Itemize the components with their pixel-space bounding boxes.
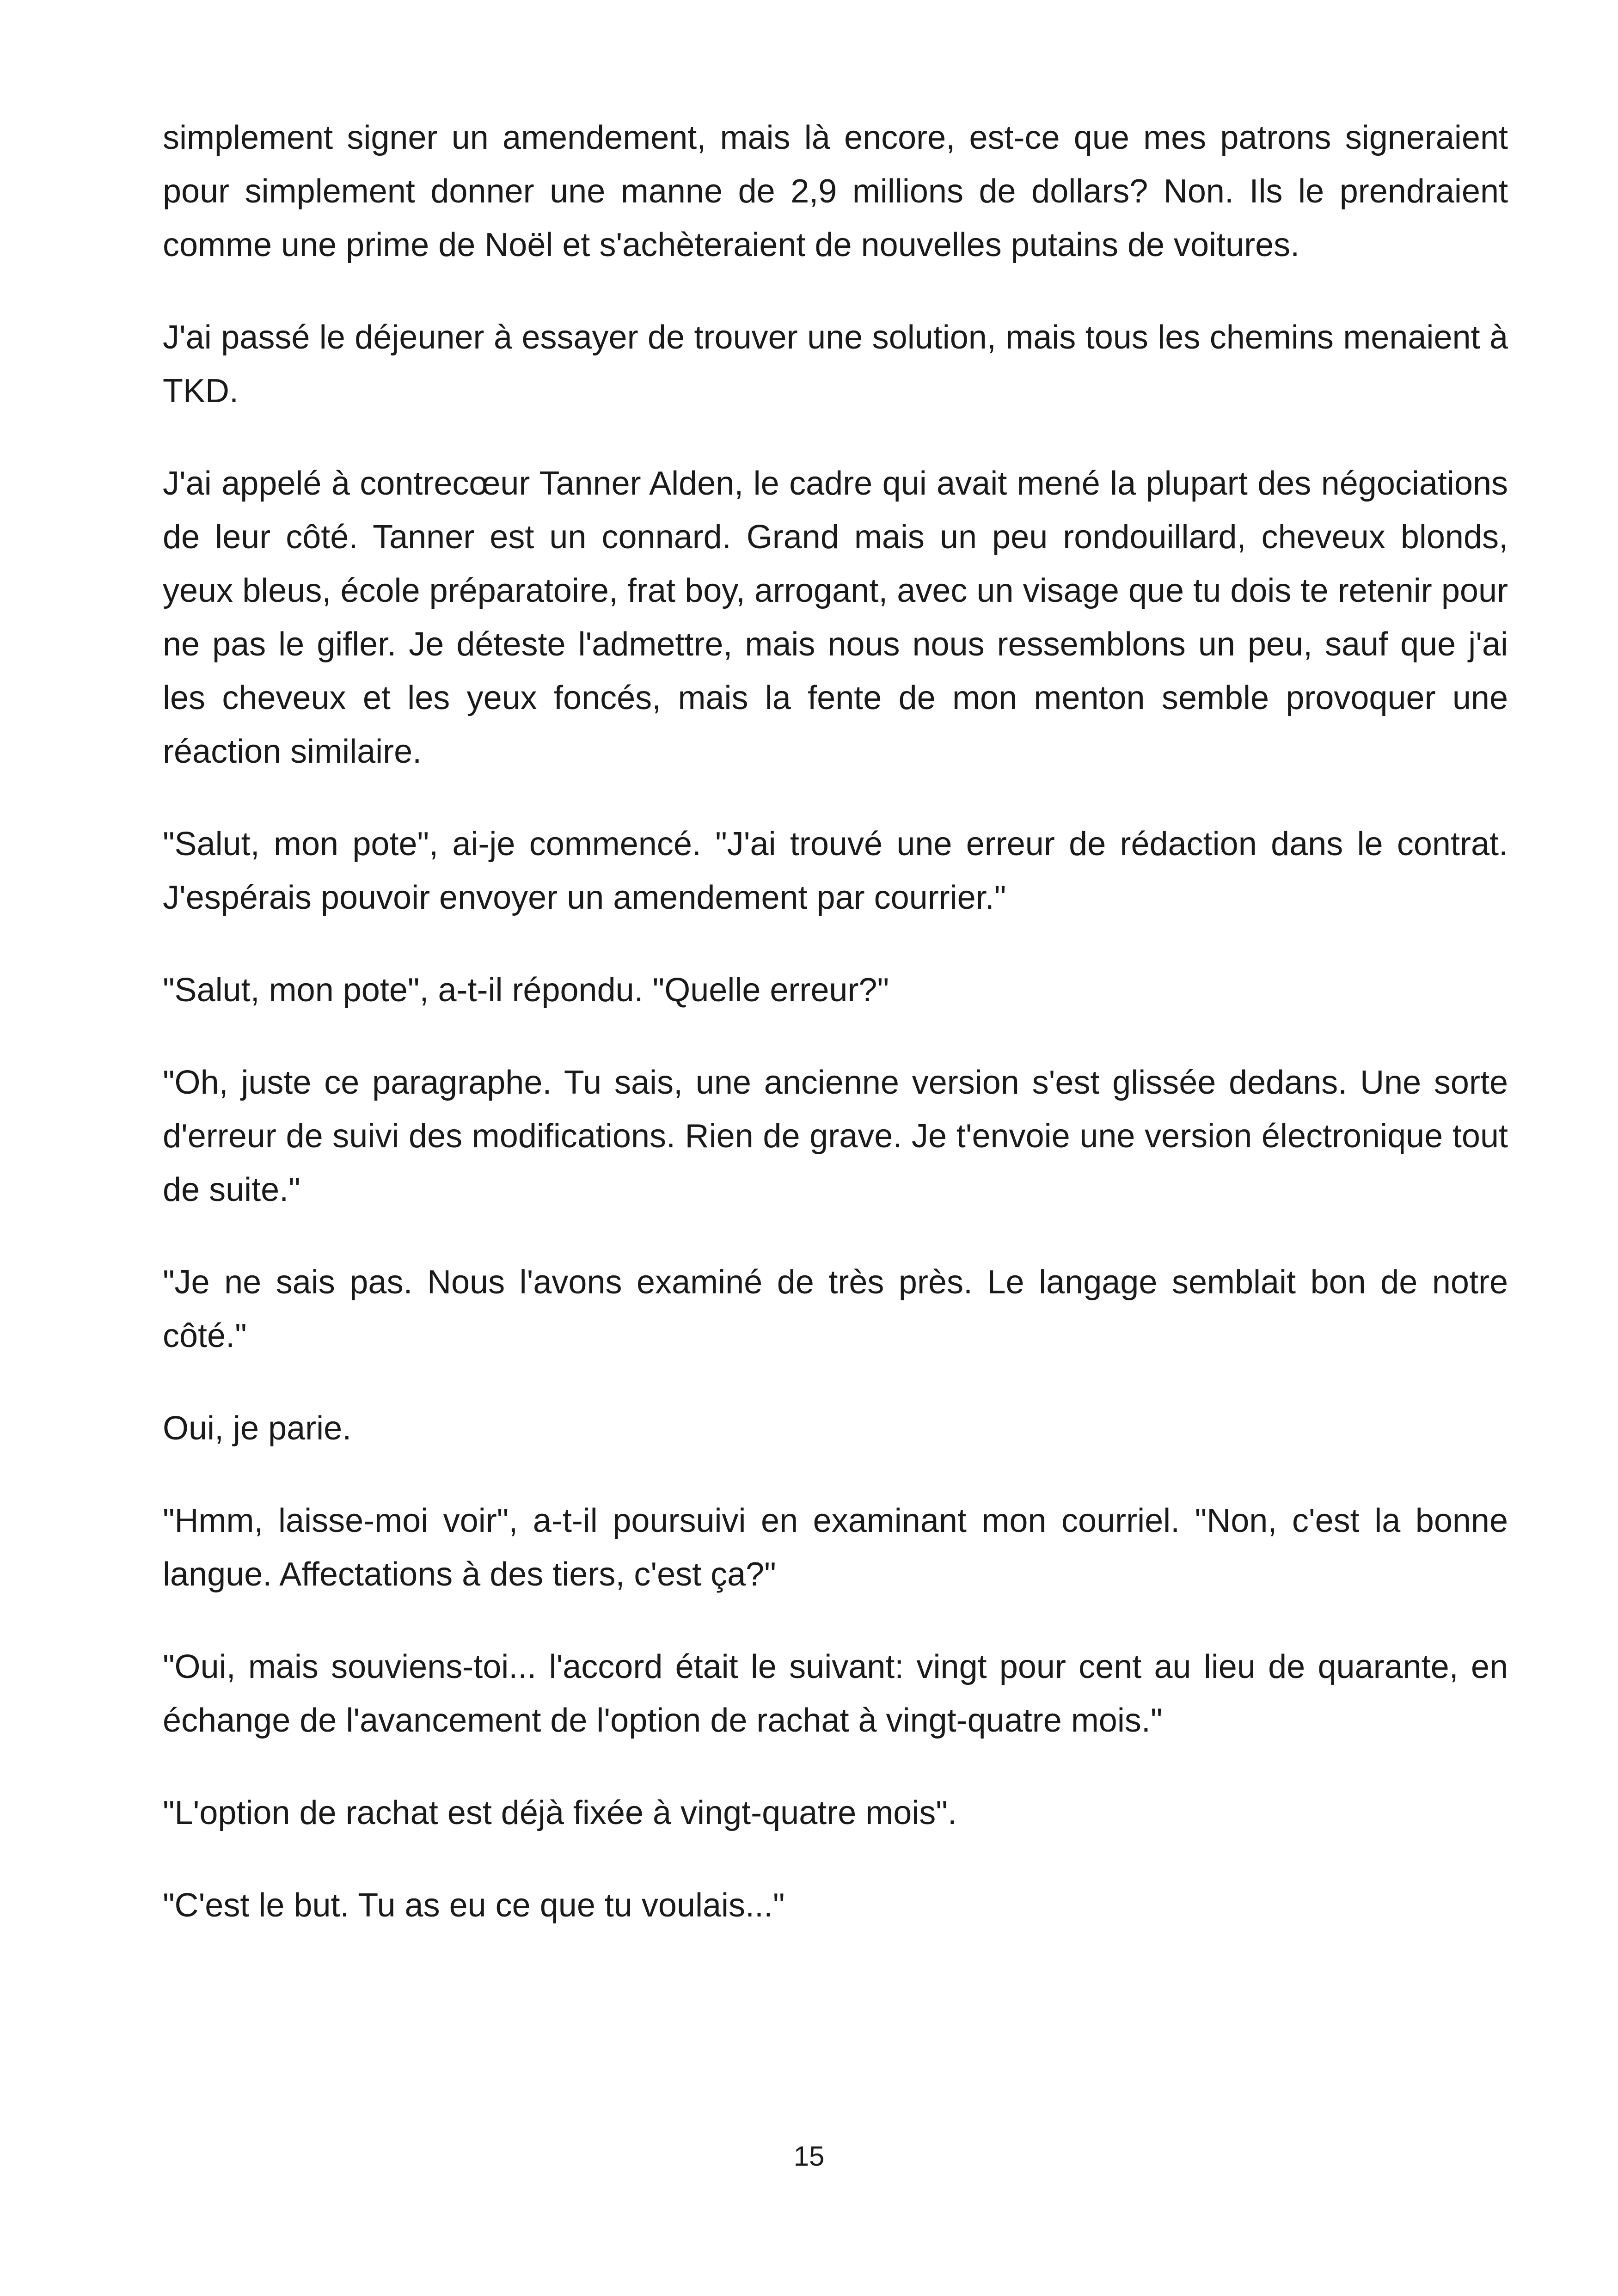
paragraph: J'ai passé le déjeuner à essayer de trouver une solution, mais tous les chemins menaient à TKD. [163,319,1508,410]
paragraph: "L'option de rachat est déjà fixée à vingt-quatre mois". [163,1794,957,1831]
paragraph: "Oh, juste ce paragraphe. Tu sais, une ancienne version s'est glissée dedans. Une sorte d'erreur de suivi des modifications. Rien de grave. Je t'envoie une version électronique tout de suite." [163,1064,1508,1208]
paragraph: "Je ne sais pas. Nous l'avons examiné de très près. Le langage semblait bon de notre côté." [163,1264,1508,1354]
paragraph: "Salut, mon pote", a-t-il répondu. "Quelle erreur?" [163,972,889,1009]
body-text [163,111,1508,1971]
paragraph: simplement signer un amendement, mais là encore, est-ce que mes patrons signeraient pour simplement donner une manne de 2,9 millions de dollars? Non. Ils le prendraient comme une prime de Noël et s'achèteraient de nouvelles putains de voitures. [163,119,1508,263]
paragraph: "Hmm, laisse-moi voir", a-t-il poursuivi en examinant mon courriel. "Non, c'est la bonne langue. Affectations à des tiers, c'est ça?" [163,1502,1508,1593]
paragraph: "C'est le but. Tu as eu ce que tu voulais..." [163,1887,785,1924]
paragraph: "Oui, mais souviens-toi... l'accord était le suivant: vingt pour cent au lieu de quarante, en échange de l'avancement de l'option de rachat à vingt-quatre mois." [163,1648,1508,1739]
page-number: 15 [793,2141,825,2172]
paragraph: "Salut, mon pote", ai-je commencé. "J'ai trouvé une erreur de rédaction dans le contrat. J'espérais pouvoir envoyer un amendement par courrier." [163,826,1508,916]
paragraph: Oui, je parie. [163,1410,352,1447]
paragraph: J'ai appelé à contrecœur Tanner Alden, le cadre qui avait mené la plupart des négociations de leur côté. Tanner est un connard. Grand mais un peu rondouillard, cheveux blonds, yeux bleus, école préparatoire, frat boy, arrogant, avec un visage que tu dois te retenir pour ne pas le gifler. Je déteste l'admettre, mais nous nous ressemblons un peu, sauf que j'ai les cheveux et les yeux foncés, mais la fente de mon menton semble provoquer une réaction similaire. [163,465,1508,770]
